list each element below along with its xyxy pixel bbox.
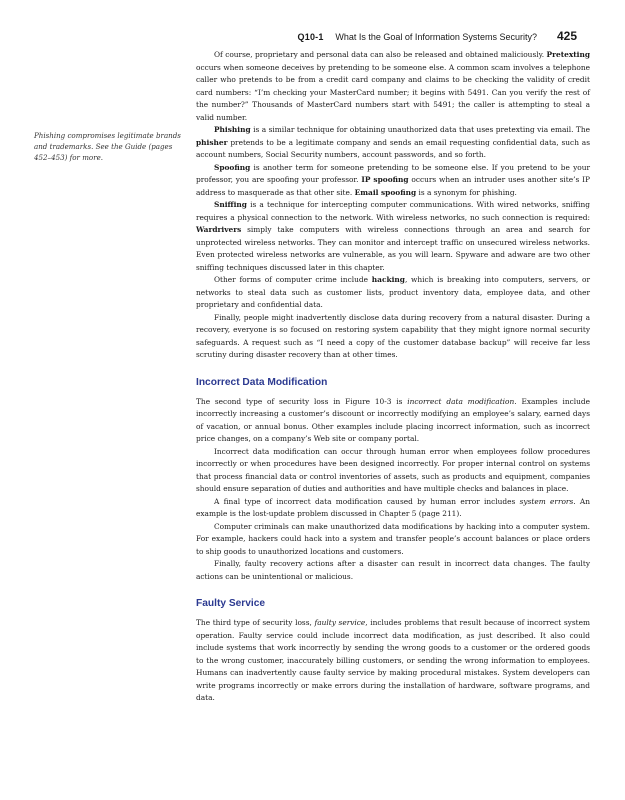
text-run: is another term for someone pretending to be someone else. If you pretend to be your professor, you are spoofing your professor.	[196, 162, 590, 184]
key-term: Phishing	[214, 125, 251, 134]
text-run: . An example is the lost-update problem discussed in Chapter 5 (page 211).	[196, 496, 590, 518]
key-term: Sniffing	[214, 200, 247, 209]
margin-note: Phishing compromises legitimate brands and trademarks. See the Guide (pages 452–453) for more.	[34, 131, 181, 162]
text-run: is a technique for intercepting computer communications. With wired networks, sniffing requires a physical connection to the network. With wireless networks, no such connection is required:	[196, 200, 590, 222]
text-run: The second type of security loss in Figure 10-3 is	[196, 396, 408, 406]
key-term: Spoofing	[214, 162, 251, 172]
paragraph-system-errors	[196, 496, 590, 521]
key-term: faulty service	[314, 618, 366, 627]
text-run: occurs when someone deceives by pretending to be someone else. A common scam involves a telephone caller who pretends to be from a credit card company and claims to be checking the validity of credit card numbers: “I’m checking your MasterCard number; it begins with 5491. Can you verify the rest of the number?” Thousands of MasterCard numbers start with 5491; the caller is attempting to steal a valid number.	[196, 62, 590, 122]
paragraph-phishing	[196, 124, 590, 162]
key-term: Wardrivers	[196, 225, 242, 234]
text-run: , which is breaking into computers, servers, or networks to steal data such as customer lists, product inventory data, employee data, and other proprietary and confidential data.	[196, 275, 590, 309]
key-term: Email spoofing	[354, 187, 417, 197]
paragraph-human-error: Incorrect data modification can occur through human error when employees follow procedures incorrectly or when procedures have been designed incorrectly. For proper internal control on systems that process financial data or control inventories of assets, such as products and equipment, companies should ensure separation of duties and authorities and have multiple checks and balances in place.	[196, 446, 590, 493]
paragraph-disaster-recovery: Finally, people might inadvertently disclose data during recovery from a natural disaster. During a recovery, everyone is so focused on restoring system capability that they might ignore normal security safeguards. A request such as “I need a copy of the customer database backup” will receive far less scrutiny during disaster recovery than at other times.	[196, 312, 590, 359]
paragraph-incorrect-modification	[196, 396, 590, 446]
body-text	[196, 49, 590, 705]
running-header	[298, 29, 577, 43]
text-run: pretends to be a legitimate company and sends an email requesting confidential data, such as account numbers, Social Security numbers, account passwords, and so forth.	[196, 137, 590, 159]
paragraph-hacking	[196, 274, 590, 312]
key-term: Pretexting	[546, 50, 590, 59]
paragraph-faulty-service	[196, 617, 590, 705]
paragraph-sniffing	[196, 199, 590, 274]
key-term: phisher	[196, 137, 228, 147]
header-title: What Is the Goal of Information Systems Security?	[335, 32, 537, 42]
section-heading-incorrect-data-modification: Incorrect Data Modification	[196, 376, 328, 388]
text-run: , includes problems that result because of incorrect system operation. Faulty service could include incorrect data modification, as just described. It also could include systems that work incorrectly by sending the wrong goods to a customer or the ordered goods to the wrong customer, inaccurately billing customers, or sending the wrong information to employees. Humans can inadvertently cause faulty service by making procedural mistakes. System developers can write programs incorrectly or make errors during the installation of hardware, software programs, and data.	[196, 618, 590, 702]
text-run: is a similar technique for obtaining unauthorized data that uses pretexting via email. The	[250, 125, 590, 134]
section-heading-faulty-service: Faulty Service	[196, 598, 266, 609]
text-run: Of course, proprietary and personal data can also be released and obtained maliciously.	[214, 50, 547, 59]
paragraph-pretexting	[196, 49, 590, 124]
text-run: Other forms of computer crime include	[214, 275, 372, 284]
paragraph-spoofing	[196, 162, 590, 200]
paragraph-faulty-recovery: Finally, faulty recovery actions after a disaster can result in incorrect data changes. The faulty actions can be unintentional or malicious.	[196, 559, 590, 581]
text-run: is a synonym for phishing.	[416, 187, 517, 197]
header-separator	[329, 32, 331, 42]
text-run: The third type of security loss,	[196, 618, 315, 627]
question-id: Q10-1	[297, 32, 324, 42]
key-term: incorrect data modification	[407, 396, 515, 406]
paragraph-criminals: Computer criminals can make unauthorized data modifications by hacking into a computer system. For example, hackers could hack into a system and transfer people’s account balances or place orders to ship goods to unauthorized locations and customers.	[196, 521, 590, 556]
key-term: system errors	[519, 496, 574, 506]
key-term: IP spoofing	[361, 175, 409, 184]
text-run: occurs when an intruder uses another site’s IP address to masquerade as that other site.	[196, 175, 590, 197]
text-run: . Examples include incorrectly increasing a customer’s discount or incorrectly modifying an employee’s salary, earned days of vacation, or annual bonus. Other examples include placing incorrect information, such as incorrect price changes, on a company’s Web site or company portal.	[196, 396, 590, 443]
text-run: simply take computers with wireless connections through an area and search for unprotected wireless networks. They can monitor and intercept traffic on unsecured wireless networks. Even protected wireless networks are vulnerable, as you will learn. Spyware and adware are two other sniffing techniques discussed later in this chapter.	[196, 225, 590, 272]
text-run: A final type of incorrect data modification caused by human error includes	[214, 496, 520, 506]
key-term: hacking	[371, 275, 405, 284]
page-number: 425	[556, 29, 577, 43]
